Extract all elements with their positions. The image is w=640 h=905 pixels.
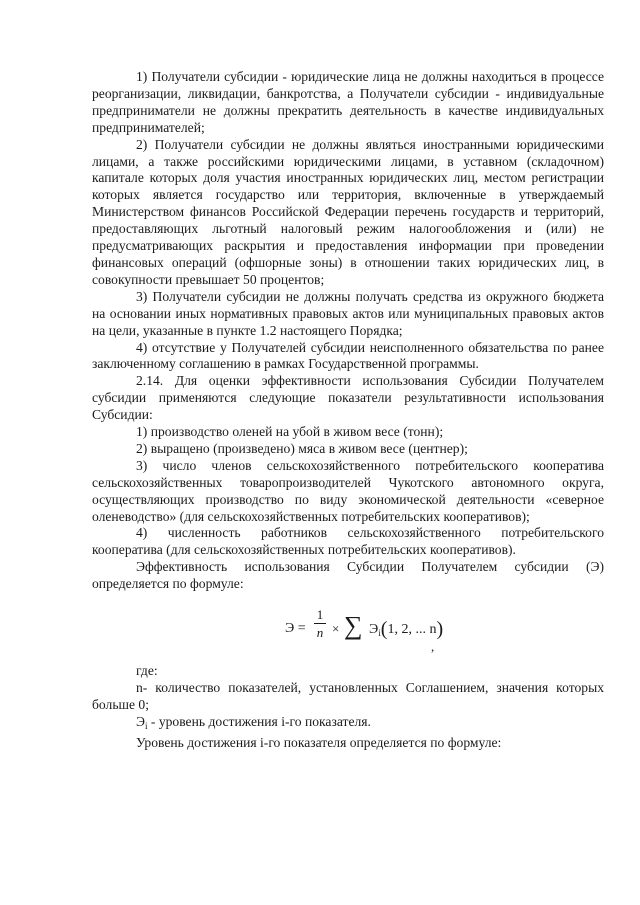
- level-formula-intro: Уровень достижения i-го показателя определяется по формуле:: [136, 734, 502, 750]
- paragraph-3: 3) Получатели субсидии не должны получать средства из окружного бюджета на основании иных нормативных правовых актов или муниципальных правовых актов на цели, указанные в пункте 1.2 настоящего Порядка;: [92, 288, 604, 338]
- indicator-4: 4) численность работников сельскохозяйственного потребительского кооператива (для сельскохозяйственных потребительских кооперативов).: [92, 525, 604, 558]
- paragraph-4: 4) отсутствие у Получателей субсидии неисполненного обязательства по ранее заключенному соглашению в рамках Государственной программы.: [92, 339, 604, 372]
- formula-comma: ,: [431, 639, 435, 655]
- indicator-1: 1) производство оленей на убой в живом весе (тонн);: [136, 424, 444, 440]
- paragraph-1: 1) Получатели субсидии - юридические лица не должны находиться в процессе реорганизации, ликвидации, банкротства, а Получатели субсидии - индивидуальные предприниматели не должны прекратить деятельность в качестве индивидуальных предпринимателей;: [92, 69, 604, 135]
- ei-definition: $Э_i$ - уровень достижения i-го показателя.: [136, 713, 371, 731]
- n-definition: n- количество показателей, установленных Соглашением, значения которых больше 0;: [92, 680, 604, 712]
- fraction-denominator: n: [316, 625, 324, 641]
- fraction-numerator: 1: [316, 607, 324, 623]
- formula-term: $Э_i(1$, 2, ... n): [369, 618, 444, 641]
- document-body: [92, 69, 604, 752]
- where-label: где:: [136, 663, 158, 679]
- paragraph-2: 2) Получатели субсидии не должны являться иностранными юридическими лицами, а также российскими юридическими лицами, в уставном (складочном) капитале которых доля участия иностранных юридических лиц, местом регистрации которых является государство или территория, включенные в утверждаемый Министерством финансов Российской Федерации перечень государств и территорий, предоставляющих льготный налоговый режим налогообложения и (или) не предусматривающих раскрытия и предоставления информации при проведении финансовых операций (офшорные зоны) в отношении таких юридических лиц, в совокупности превышает 50 процентов;: [92, 136, 604, 287]
- efficiency-formula: [92, 601, 604, 661]
- sum-symbol: ∑: [344, 611, 363, 641]
- section-2-14: 2.14. Для оценки эффективности использования Субсидии Получателем субсидии применяются следующие показатели результативности использования Субсидии:: [92, 373, 604, 423]
- indicator-3: 3) число членов сельскохозяйственного потребительского кооператива сельскохозяйственных товаропроизводителей Чукотского автономного округа, осуществляющих производство по виду экономической деятельности «северное оленеводство» (для сельскохозяйственных потребительских кооперативов);: [92, 457, 604, 524]
- indicator-2: 2) выращено (произведено) мяса в живом весе (центнер);: [136, 440, 468, 456]
- formula-intro: Эффективность использования Субсидии Получателем субсидии (Э) определяется по формуле:: [92, 559, 604, 592]
- formula-fraction: [314, 607, 326, 640]
- formula-times: ×: [332, 621, 340, 637]
- fraction-bar: [314, 623, 326, 624]
- formula-lhs: Э =: [285, 621, 306, 637]
